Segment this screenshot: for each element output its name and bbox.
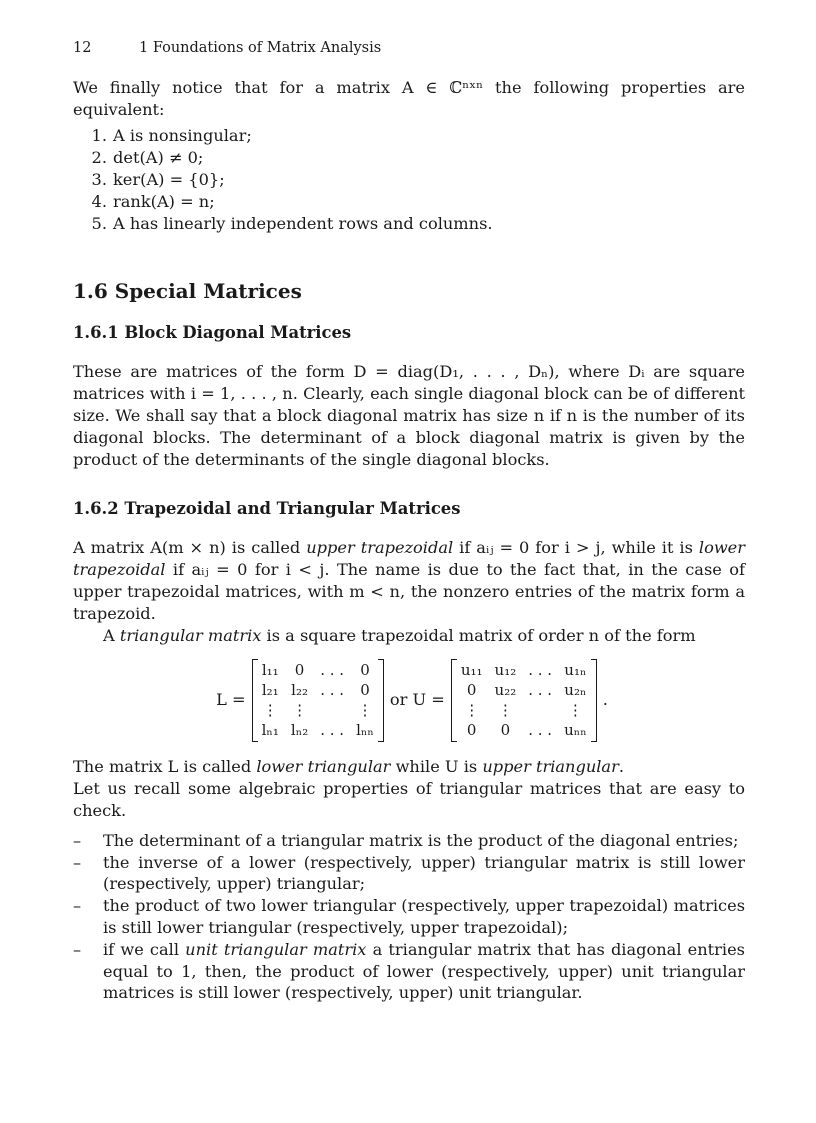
property-item — [73, 125, 745, 147]
matrix-U-grid — [457, 659, 591, 742]
trapezoidal-paragraph — [73, 537, 745, 624]
matrix-entry: u₁₂ — [494, 660, 517, 679]
text-run: . — [618, 757, 624, 777]
bullet-item — [73, 939, 745, 1004]
property-text: rank(A) = n; — [113, 191, 215, 211]
matrix-entry: 0 — [466, 680, 477, 699]
running-head — [73, 38, 745, 60]
triangular-paragraph — [73, 625, 745, 647]
matrix-entry: ⋮ — [357, 700, 373, 719]
text-run: if aᵢⱼ = 0 for i > j, while it is — [453, 538, 699, 558]
emphasis-lower-triangular: lower triangular — [256, 757, 391, 777]
emphasis-upper-trapezoidal: upper trapezoidal — [306, 538, 454, 558]
bullet-text — [103, 939, 745, 1004]
bullet-text: The determinant of a triangular matrix is the product of the diagonal entries; — [103, 830, 739, 850]
text-run: if aᵢⱼ = 0 for i < j. The name is due to the fact that, in the case of upper trapezoidal matrices, with m < n, the nonzero entries of the matrix form a trapezoid. — [73, 560, 745, 623]
matrix-entry: 0 — [500, 720, 511, 739]
matrix-entry: 0 — [360, 660, 370, 679]
block-diagonal-paragraph: These are matrices of the form D = diag(D₁, . . . , Dₙ), where Dᵢ are square matrices with i = 1, . . . , n. Clearly, each single diagonal block can be of different size. We shall say that a block diagonal matrix has size n if n is the number of its diagonal blocks. The determinant of a block diagonal matrix is given by the product of the determinants of the single diagonal blocks. — [73, 362, 745, 469]
matrix-entry: lₙₙ — [356, 720, 374, 739]
property-number: 4. — [91, 191, 107, 211]
text-run: A matrix A(m × n) is called — [73, 538, 307, 558]
matrix-U — [451, 659, 597, 742]
text-run: The matrix L is called — [73, 757, 257, 777]
property-number: 1. — [91, 126, 107, 146]
bullet-item — [73, 830, 745, 852]
matrix-entry: . . . — [528, 720, 553, 739]
matrix-entry: ⋮ — [292, 700, 308, 719]
equation-period: . — [602, 690, 608, 710]
bullet-text: the inverse of a lower (respectively, upper) triangular matrix is still lower (respectively, upper) triangular; — [103, 852, 745, 894]
L-label: L = — [216, 690, 246, 710]
emphasis-lower-trapezoidal: lower trapezoidal — [73, 538, 746, 580]
matrix-entry: ⋮ — [497, 700, 513, 719]
matrix-entry: . . . — [320, 680, 345, 699]
matrix-entry: ⋮ — [567, 700, 583, 719]
emphasis-unit-triangular: unit triangular matrix — [185, 939, 367, 959]
matrix-entry: l₂₂ — [291, 680, 308, 699]
matrix-entry: . . . — [320, 660, 345, 679]
matrix-entry: u₂ₙ — [564, 680, 587, 699]
matrix-entry: lₙ₂ — [290, 720, 309, 739]
bullet-item — [73, 852, 745, 896]
matrix-entry: ⋮ — [464, 700, 480, 719]
matrix-entry: 0 — [360, 680, 370, 699]
running-head-title: 1 Foundations of Matrix Analysis — [139, 40, 382, 56]
right-bracket — [591, 659, 597, 742]
page — [73, 38, 745, 1004]
property-text: A is nonsingular; — [113, 126, 252, 146]
properties-list — [73, 125, 745, 234]
triangular-definition-line — [73, 756, 745, 778]
text-run: is a square trapezoidal matrix of order n of the form — [261, 625, 696, 645]
page-number: 12 — [73, 40, 92, 56]
matrix-entry: . . . — [320, 720, 345, 739]
property-item — [73, 147, 745, 169]
properties-bullet-list — [73, 830, 745, 1004]
matrix-L-grid — [258, 659, 378, 742]
property-item — [73, 191, 745, 213]
or-U-label: or U = — [389, 690, 445, 710]
matrix-entry — [528, 701, 552, 720]
matrix-entry: . . . — [528, 680, 553, 699]
triangular-matrices-equation — [73, 652, 745, 748]
matrix-entry: 0 — [466, 720, 477, 739]
text-run: a triangular matrix that has diagonal entries equal to 1, then, the product of lower (respectively, upper) unit triangular matrices is still lower (respectively, upper) unit triangular. — [103, 939, 745, 1003]
property-number: 2. — [91, 148, 107, 168]
property-item — [73, 213, 745, 235]
property-text: det(A) ≠ 0; — [113, 148, 204, 168]
subsection-heading-block-diagonal: 1.6.1 Block Diagonal Matrices — [73, 323, 352, 343]
text-run: if we call — [103, 939, 186, 959]
property-number: 5. — [91, 213, 107, 233]
matrix-entry: l₂₁ — [261, 680, 279, 699]
matrix-entry: uₙₙ — [564, 720, 587, 739]
emphasis-triangular-matrix: triangular matrix — [119, 625, 262, 645]
matrix-entry: . . . — [528, 660, 553, 679]
matrix-entry: l₁₁ — [261, 660, 279, 679]
matrix-entry: lₙ₁ — [261, 720, 279, 739]
bullet-dash: – — [73, 830, 82, 850]
bullet-dash: – — [73, 939, 82, 959]
matrix-entry: ⋮ — [262, 700, 278, 719]
matrix-entry: u₁₁ — [460, 660, 483, 679]
matrix-entry — [320, 701, 344, 720]
bullet-dash: – — [73, 852, 82, 872]
right-bracket — [378, 659, 384, 742]
recall-paragraph: Let us recall some algebraic properties of triangular matrices that are easy to check. — [73, 779, 745, 820]
property-number: 3. — [91, 169, 107, 189]
property-text: ker(A) = {0}; — [113, 169, 225, 189]
text-run: A — [103, 625, 120, 645]
intro-paragraph: We finally notice that for a matrix A ∈ ℂⁿˣⁿ the following properties are equivalent: — [73, 77, 745, 119]
bullet-item — [73, 895, 745, 939]
property-item — [73, 169, 745, 191]
bullet-text: the product of two lower triangular (respectively, upper trapezoidal) matrices is still lower triangular (respectively, upper trapezoidal); — [103, 896, 745, 937]
matrix-L — [252, 659, 384, 742]
matrix-entry: u₂₂ — [494, 680, 517, 699]
subsection-heading-trapezoidal: 1.6.2 Trapezoidal and Triangular Matrices — [73, 499, 461, 519]
property-text: A has linearly independent rows and columns. — [113, 213, 493, 233]
bullet-dash: – — [73, 896, 82, 916]
matrix-entry: u₁ₙ — [564, 660, 587, 679]
section-heading: 1.6 Special Matrices — [73, 279, 302, 304]
text-run: while U is — [390, 757, 483, 777]
matrix-entry: 0 — [294, 660, 305, 679]
emphasis-upper-triangular: upper triangular — [482, 757, 619, 777]
